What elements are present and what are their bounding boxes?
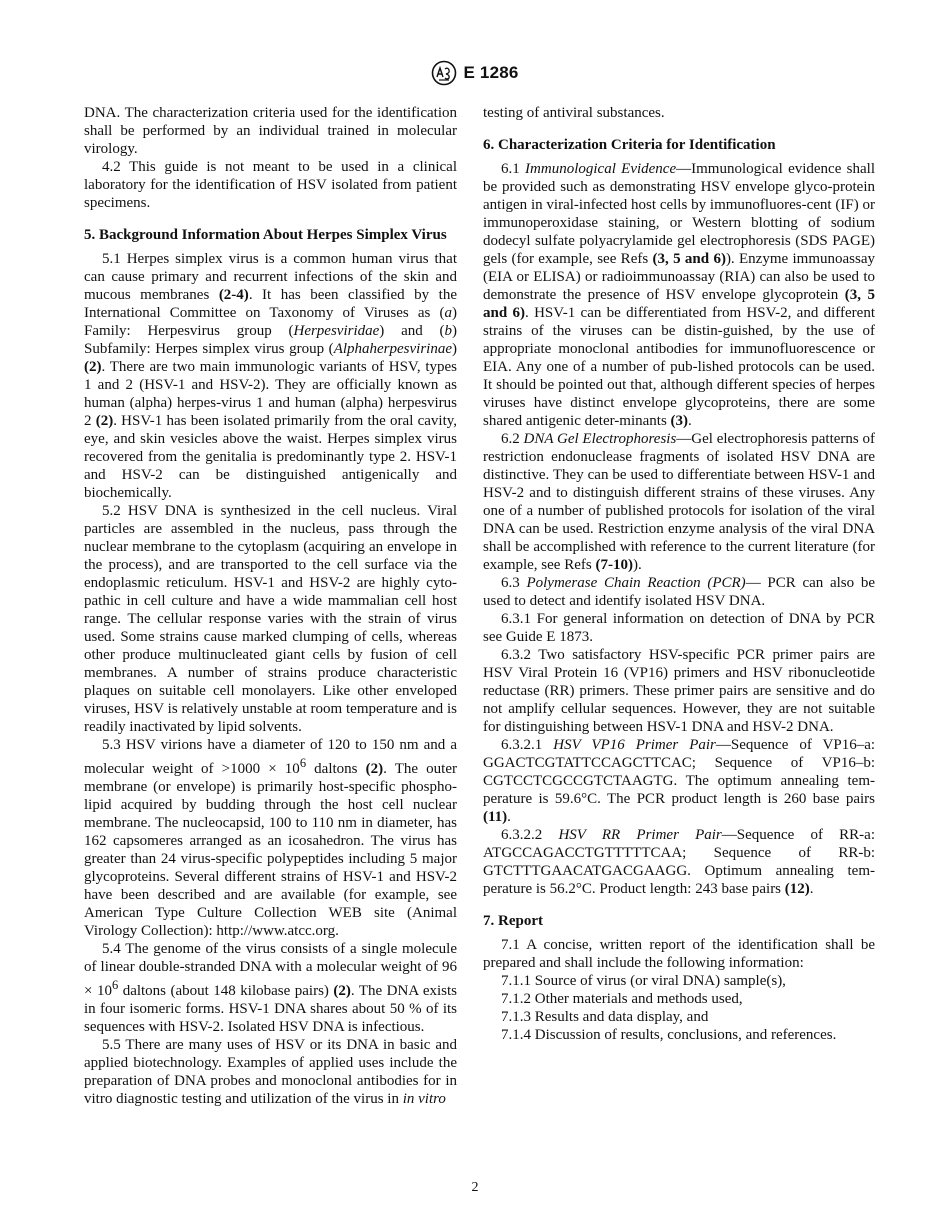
paragraph-5-1: 5.1 Herpes simplex virus is a common human virus that can cause primary and recurrent infections of the skin and mucous membranes (2-4). It has been classified by the International Committee on Taxonomy of Viruses as (a) Family: Herpesvirus group (Herpesviridae) and (b) Subfamily: Herpes simplex virus group (Alphaherpesvirinae) (2). There are two main immunologic variants of HSV, types 1 and 2 (HSV-1 and HSV-2). They are officially known as human (alpha) herpes-virus 1 and human (alpha) herpesvirus 2 (2). HSV-1 has been isolated primarily from the oral cavity, eye, and skin vesicles above the waist. Herpes simplex virus recovered from the genitalia is predominantly type 2. HSV-1 and HSV-2 can be distinguished antigenically and biochemically. [84,251,458,501]
section-5-heading: 5. Background Information About Herpes Simplex Virus [84,227,447,243]
paragraph-5-5: 5.5 There are many uses of HSV or its DNA in basic and applied biotechnology. Examples of applied uses include the preparation of DNA probes and monoclonal antibodies for in vitro diagnostic testing and utilization of the virus in in vitro [84,1037,457,1107]
paragraph-5-2: 5.2 HSV DNA is synthesized in the cell nucleus. Viral particles are assembled in the nucleus, pass through the nuclear membrane to the cytoplasm (acquiring an envelope in the process), and are transported to the cell surface via the endoplasmic reticulum. HSV-1 and HSV-2 are highly cyto-pathic in cell culture and have a wide mammalian cell host range. The cellular response varies with the strain of virus used. Some strains cause marked clumping of cells, whereas other produce multinucleated giant cells by fusion of cell membranes. A number of strains produce characteristic plaques on suitable cell monolayers. Like other enveloped viruses, HSV is relatively unstable at room temperature and is readily inactivated by lipid solvents. [84,503,457,735]
paragraph-6-3-2: 6.3.2 Two satisfactory HSV-specific PCR primer pairs are HSV Viral Protein 16 (VP16) primers and HSV ribonucleotide reductase (RR) primers. These primer pairs are sensitive and do not amplify cellular sequences. However, they are not suitable for distinguishing between HSV-1 DNA and HSV-2 DNA. [483,647,875,735]
paragraph-4-2: 4.2 This guide is not meant to be used in a clinical laboratory for the identification of HSV isolated from patient specimens. [84,159,457,211]
list-item: 7.1.2 Other materials and methods used, [501,991,743,1007]
list-item: 7.1.3 Results and data display, and [501,1009,709,1025]
section-6-heading: 6. Characterization Criteria for Identification [483,137,776,153]
paragraph-continuation: testing of antiviral substances. [483,105,665,121]
astm-logo-icon [431,60,457,86]
right-column [483,104,875,1044]
list-item: 7.1.1 Source of virus (or viral DNA) sample(s), [501,973,786,989]
standard-designation: E 1286 [463,63,519,82]
paragraph-6-1: 6.1 Immunological Evidence—Immunological evidence shall be provided such as demonstrating HSV envelope glyco-protein antigen in viral-infected host cells by immunofluores-cent (IF) or immunoperoxidase staining, or Western blotting of sodium dodecyl sulfate polyacrylamide gel electrophoresis (SDS PAGE) gels (for example, see Refs (3, 5 and 6)). Enzyme immunoassay (EIA or ELISA) or radioimmunoassay (RIA) can also be used to demonstrate the presence of HSV envelope glycoprotein (3, 5 and 6). HSV-1 can be differentiated from HSV-2, and different strains of the viruses can be distin-guished, by the use of appropriate monoclonal antibodies for immunofluorescence or EIA. Any one of a number of pub-lished protocols can be used. It should be pointed out that, although different species of herpes viruses have distinct envelope glycoproteins, there are some shared antigenic deter-minants (3). [483,161,876,429]
paragraph-6-2: 6.2 DNA Gel Electrophoresis—Gel electrophoresis patterns of restriction endonuclease fragments of isolated HSV DNA are distinctive. They can be used to differentiate between HSV-1 and HSV-2 and to distinguish different strains of these viruses. Any one of a number of published protocols for isolation of the viral DNA can be used. Restriction enzyme analysis of the viral DNA shall be accomplished with reference to the current literature (for example, see Refs (7-10)). [483,431,876,573]
paragraph-6-3-2-1: 6.3.2.1 HSV VP16 Primer Pair—Sequence of VP16–a: GGACTCGTATTCCAGCTTCAC; Sequence of VP16–b: CGTCCTCGCCGTCTAAGTG. The optimum annealing tem-perature is 59.6°C. The PCR product length is 260 base pairs (11). [483,737,876,825]
paragraph-7-1: 7.1 A concise, written report of the identification shall be prepared and shall include the following information: [483,937,875,971]
paragraph-6-3: 6.3 Polymerase Chain Reaction (PCR)— PCR can also be used to detect and identify isolated HSV DNA. [483,575,875,609]
left-column [84,104,457,1108]
paragraph-continuation: DNA. The characterization criteria used for the identification shall be performed by an individual trained in molecular virology. [84,105,457,157]
paragraph-6-3-2-2: 6.3.2.2 HSV RR Primer Pair—Sequence of RR-a: ATGCCAGACCTGTTTTTCAA; Sequence of RR-b: GTCTTTGAACATGACGAAGG. Optimum annealing tem-perature is 56.2°C. Product length: 243 base pairs (12). [483,827,875,897]
section-7-heading: 7. Report [483,913,543,929]
page-number: 2 [471,1180,479,1195]
list-item: 7.1.4 Discussion of results, conclusions, and references. [501,1027,837,1043]
paragraph-5-3: 5.3 HSV virions have a diameter of 120 to 150 nm and a molecular weight of $>1000 \times 10^6$ daltons (2). The outer membrane (or envelope) is primarily host-specific phospho-lipid acquired by budding through the host cell nuclear membrane. The nucleocapsid, 100 to 110 nm in diameter, has 162 capsomeres arranged as an icosahedron. The virus has greater than 24 virus-specific polypeptides including 5 major glycoproteins. Several different strains of HSV-1 and HSV-2 have been described and are available (for example, see American Type Culture Collection WEB site (Animal Virology Collection): http://www.atcc.org. [84,737,457,939]
page-header [0,60,950,91]
paragraph-6-3-1: 6.3.1 For general information on detection of DNA by PCR see Guide E 1873. [483,611,875,645]
paragraph-5-4: 5.4 The genome of the virus consists of a single molecule of linear double-stranded DNA with a molecular weight of $96 \times 10^6$ daltons (about 148 kilobase pairs) (2). The DNA exists in four isomeric forms. HSV-1 DNA shares about 50 % of its sequences with HSV-2. Isolated HSV DNA is infectious. [84,941,457,1035]
